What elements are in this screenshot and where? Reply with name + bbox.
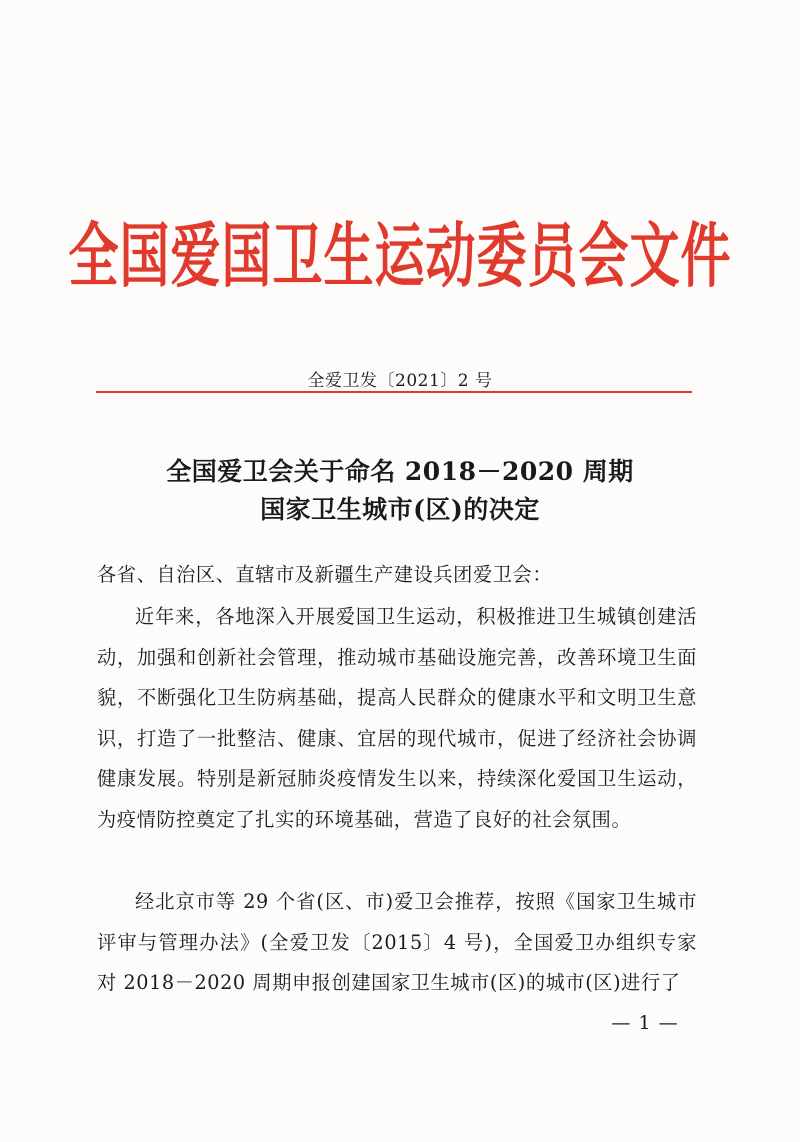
red-divider-line [96,391,692,393]
document-title-line1: 全国爱卫会关于命名 2018－2020 周期 [166,457,634,486]
page-number: — 1 — [611,1012,679,1034]
red-masthead: 全国爱国卫生运动委员会文件 [68,214,732,297]
salutation: 各省、自治区、直辖市及新疆生产建设兵团爱卫会： [97,563,553,586]
paragraph-1: 近年来，各地深入开展爱国卫生运动，积极推进卫生城镇创建活动，加强和创新社会管理，推动城市基础设施完善，改善环境卫生面貌，不断强化卫生防病基础，提高人民群众的健康水平和文明卫生意识，打造了一批整洁、健康、宜居的现代城市，促进了经济社会协调健康发展。特别是新冠肺炎疫情发生以来，持续深化爱国卫生运动，为疫情防控奠定了扎实的环境基础，营造了良好的社会氛围。 [97,605,697,831]
paragraph-2: 经北京市等 29 个省(区、市)爱卫会推荐，按照《国家卫生城市评审与管理办法》(全爱卫发〔2015〕4 号)，全国爱卫办组织专家对 2018－2020 周期申报创建国家卫生城市(区)的城市(区)进行了 [97,890,697,994]
document-title-line2: 国家卫生城市(区)的决定 [260,495,540,524]
document-number: 全爱卫发〔2021〕2 号 [307,371,493,391]
